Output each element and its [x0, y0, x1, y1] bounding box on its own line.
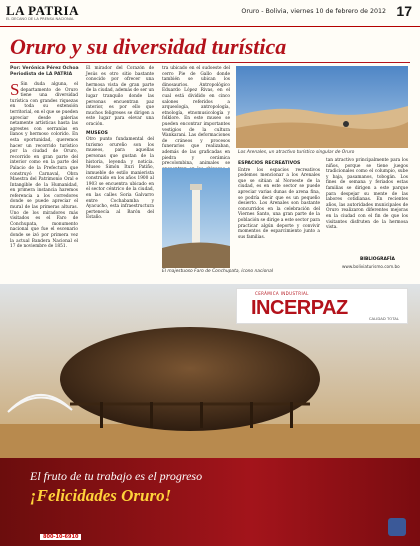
incerpaz-brand: [236, 288, 408, 324]
newspaper-tagline: EL DECANO DE LA PRENSA NACIONAL: [6, 17, 75, 21]
column-3-text: tra ubicado en el sudoeste del cerro Pie de Gallo donde también se ubican los dinosaurios. Antropológico Eduardo López Rivas, en el cual está dividido en cinco salones referidos a arqueología, antropología, etnología, etnomusicología y folklore. En este museo se pueden encontrar importantes vestigios de la cultura Wankarani. Las deformaciones de cráneos y procesos funerarios que realizaban, además de las graficadas en piedra y cerámica precolombina, animales se: [162, 66, 230, 167]
newspaper-logo: LA PATRIA: [6, 3, 79, 18]
article-title: Oruro y su diversidad turística: [10, 34, 287, 59]
title-rule: [10, 62, 410, 63]
byline-author: Por: Verónica Pérez Ochoa: [10, 66, 79, 71]
column-4-text: Entre los espacios recreativos podemos mencionar a los Arenales que se sitúan al Noroeste de la ciudad, es en este sector se puede apreciar varias dunas de arena fina, se podría decir que es un pequeño desierto. Los Arenales son bastante concurridos en la celebración del Viernes Santo, una gran parte de la población se dirige a este sector para practicar algún deporte y convivir momentos de esparcimiento junto a sus familias.: [238, 167, 320, 240]
ad-line-1: El fruto de tu trabajo es el progreso: [30, 469, 203, 483]
article-column-3: [162, 66, 230, 166]
masthead: [0, 0, 420, 27]
bibliography-title: BIBLIOGRAFÍA: [360, 257, 395, 262]
column-5-text: tan atractivo principalmente para los niños, porque se tiene juegos tradicionales como el columpio, sube y baja, pasamanos, tobogán. Los fines de semana y feriados estas familias se dirigen a este parque para despejar su mente de las labores cotidianas. En recientes años, las autoridades municipales de Oruro realizaron diferentes mejoras en la ciudad con el fin de que los visitantes disfruten de la hermosa vista.: [326, 158, 408, 231]
espacios-subheading: ESPACIOS RECREATIVOS: [238, 161, 301, 166]
article-column-1: [10, 82, 78, 282]
brand-top-text: CERÁMICA INDUSTRIAL: [255, 291, 309, 296]
arenales-caption: Los Arenales, un atractivo turístico singular de Oruro: [238, 150, 355, 155]
bibliography-url: www.boliviaturismo.com.bo: [342, 264, 400, 269]
byline-outlet: Periodista de LA PATRIA: [10, 72, 73, 77]
ad-phone: 800-10-6910: [40, 534, 81, 540]
column-1-text: Sin duda alguna, el departamento de Oruro tiene una diversidad turística con grandes riquezas en toda su extensión territorial, en el que se pueden apreciar desde galerías netamente artísticas hasta las agrestes con serranías en llanos y hermoso colorido. En esta oportunidad, queremos hacer un recorrido turístico por la ciudad de Oruro, recorrido en gran parte del interior como en la parte del Palacio de la Prefectura que construyó Carnaval, Obra Maestra del Patrimonio Oral e Intangible de la Humanidad, en primera instancia haremos referencia a los corredores donde se puede apreciar el mural de las primeras alturas. Uno de los miradores más visitados es el Faro de Conchupata, monumento nacional que fue el escenario donde se izó por primera vez la actual Bandera Nacional el 17 de noviembre de 1851.: [10, 82, 78, 250]
article-column-5: [326, 158, 408, 258]
page-number: 17: [396, 3, 412, 19]
dateline: Oruro - Bolivia, viernes 10 de febrero de 2012: [241, 8, 386, 15]
column-2-text-a: El mirador del Corazón de Jesús es otro sitio bastante conocido por ofrecer una hermosa vista de gran parte de la ciudad, además de ser un lugar tranquilo donde las personas encuentran paz interior, es por ello que muchos feligreses se dirigen a este lugar para elevar una oración.: [86, 66, 154, 127]
arenales-photo: [236, 66, 408, 148]
facebook-icon[interactable]: [388, 518, 406, 536]
drop-cap: S: [10, 80, 20, 99]
faro-caption: El majestuoso Faro de Conchupata, ícono nacional: [162, 269, 273, 274]
advertisement-banner: [0, 458, 420, 546]
article-column-2: [86, 66, 154, 281]
faro-photo: [162, 168, 230, 268]
brand-tagline: CALIDAD TOTAL: [368, 316, 399, 321]
museos-subheading: MUSEOS: [86, 130, 108, 136]
ad-line-2: ¡Felicidades Oruro!: [30, 486, 172, 505]
brand-name: INCERPAZ: [251, 297, 348, 319]
byline: [10, 66, 80, 78]
column-2-text-b: Otro punto fundamental del turismo orureño son los museos, para aquellas personas que gustan de la historia, leyenda y noticia. Museo Simón Ituri Patiño, inmueble de estilo manierista construido en los años 1900 al 1903 se encuentra ubicado en el sector céntrico de la ciudad, en las calles Soria Galvarro entre Cochabamba y Ayacucho, esta infraestructura pertenecía al Barón del Estaño.: [86, 137, 154, 221]
